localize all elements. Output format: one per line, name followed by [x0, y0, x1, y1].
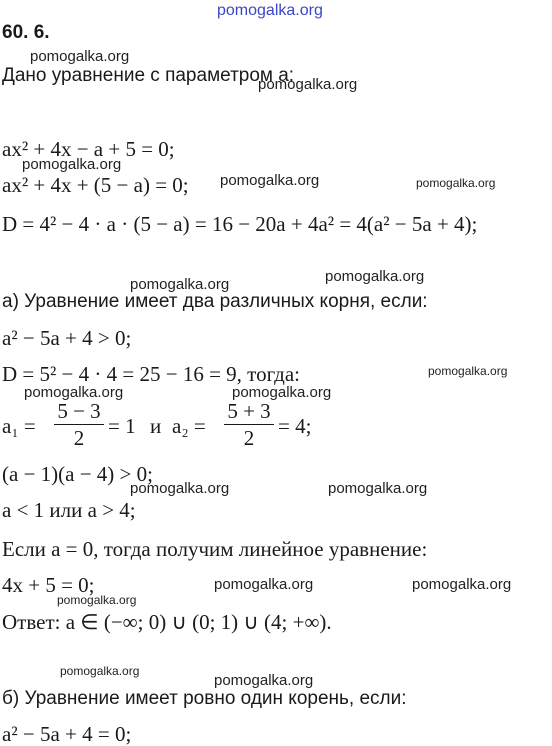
watermark: pomogalka.org [22, 156, 122, 173]
fraction-denominator: 2 [73, 426, 85, 450]
watermark: pomogalka.org [214, 576, 314, 593]
intro-text: Дано уравнение с параметром a: [2, 65, 295, 86]
problem-number: 60. 6. [2, 22, 50, 43]
conjunction: и [150, 414, 162, 438]
fraction [224, 398, 274, 451]
watermark: pomogalka.org [130, 276, 230, 293]
part-a-heading: а) Уравнение имеет два различных корня, если: [2, 291, 428, 312]
solution-line: a < 1 или a > 4; [2, 498, 136, 522]
watermark: pomogalka.org [220, 172, 320, 189]
watermark: pomogalka.org [30, 48, 130, 65]
root-label: a₁ = [2, 414, 36, 438]
watermark: pomogalka.org [57, 593, 137, 607]
answer-line: Ответ: a ∈ (−∞; 0) ∪ (0; 1) ∪ (4; +∞). [2, 610, 332, 634]
root-value: = 1 [108, 414, 136, 438]
fraction-numerator: 5 − 3 [57, 399, 101, 423]
root-label: a₂ = [172, 414, 206, 438]
watermark: pomogalka.org [325, 268, 425, 285]
fraction [54, 398, 104, 451]
root-value: = 4; [278, 414, 312, 438]
discriminant-line: D = 4² − 4 · a · (5 − a) = 16 − 20a + 4a² = 4(a² − 5a + 4); [2, 212, 478, 236]
watermark: pomogalka.org [416, 176, 496, 190]
watermark: pomogalka.org [214, 672, 314, 689]
factored-inequality: (a − 1)(a − 4) > 0; [2, 462, 153, 486]
discriminant-line: D = 5² − 4 · 4 = 25 − 16 = 9, тогда: [2, 362, 300, 386]
equation-line: ax² + 4x + (5 − a) = 0; [2, 173, 189, 197]
watermark: pomogalka.org [60, 664, 140, 678]
inequality-line: a² − 5a + 4 > 0; [2, 326, 132, 350]
watermark: pomogalka.org [412, 576, 512, 593]
condition-line: Если a = 0, тогда получим линейное уравнение: [2, 537, 428, 561]
watermark: pomogalka.org [130, 480, 230, 497]
linear-equation: 4x + 5 = 0; [2, 573, 95, 597]
watermark: pomogalka.org [232, 384, 332, 401]
equation-line: ax² + 4x − a + 5 = 0; [2, 137, 175, 161]
watermark: pomogalka.org [428, 364, 508, 378]
watermark: pomogalka.org [217, 2, 323, 19]
fraction-numerator: 5 + 3 [227, 399, 271, 423]
watermark: pomogalka.org [24, 384, 124, 401]
watermark: pomogalka.org [258, 76, 358, 93]
equation-line: a² − 5a + 4 = 0; [2, 722, 132, 746]
fraction-denominator: 2 [243, 426, 255, 450]
part-b-heading: б) Уравнение имеет ровно один корень, если: [2, 688, 407, 709]
watermark: pomogalka.org [328, 480, 428, 497]
